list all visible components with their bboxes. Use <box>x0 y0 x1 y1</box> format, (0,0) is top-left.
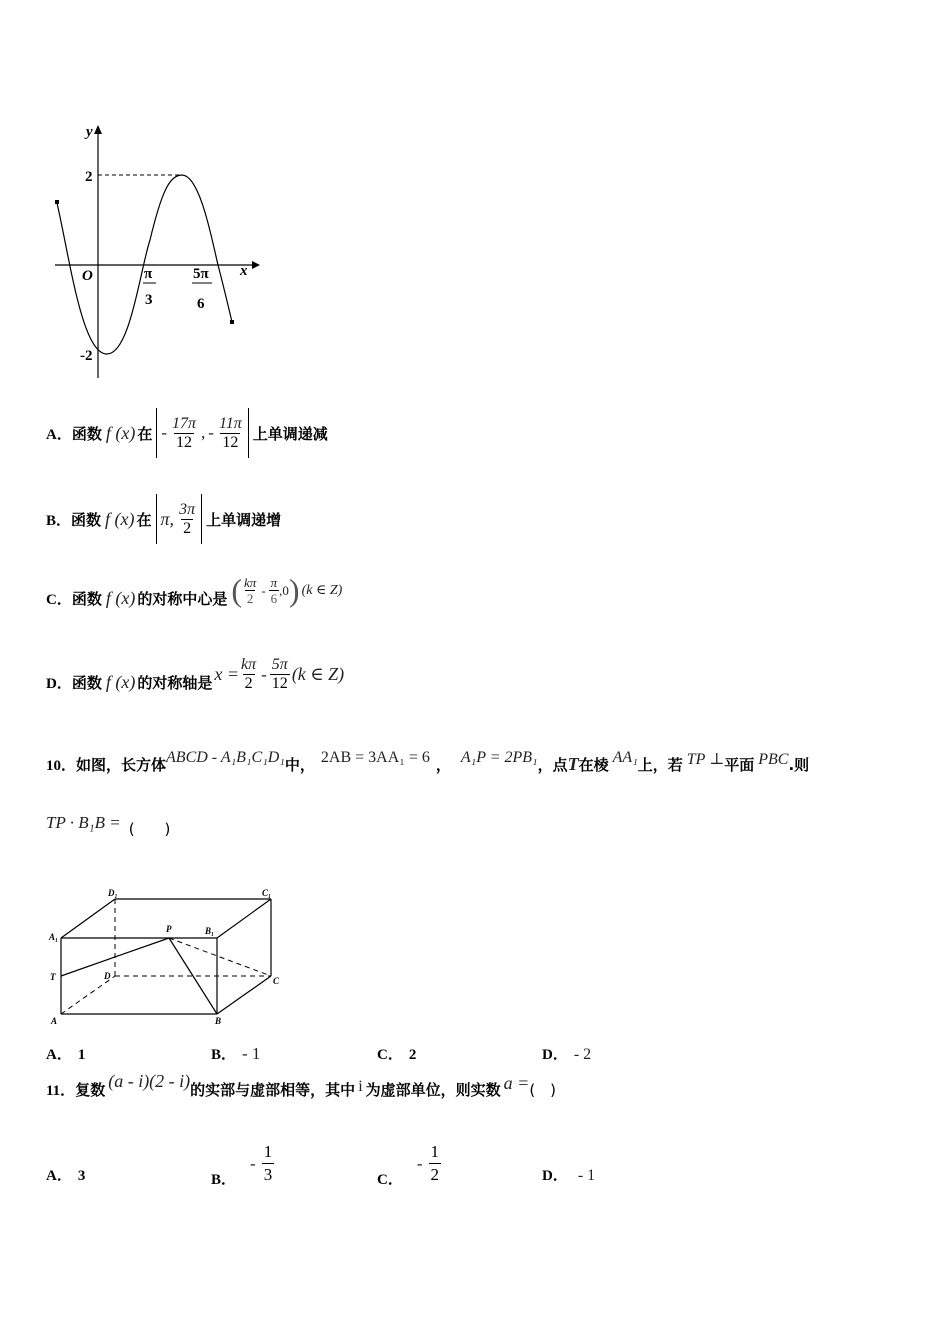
q10-t1: 如图，长方体 <box>76 756 167 774</box>
label-C: C <box>273 976 280 986</box>
label-D: D <box>104 971 111 981</box>
q9-A-sep: , <box>201 423 206 442</box>
label-A1: A₁ <box>49 932 59 942</box>
q9-D-d1: 2 <box>244 675 253 692</box>
curve-endpoint-right <box>230 320 234 324</box>
q9-A-d1: 12 <box>176 433 193 451</box>
q9-B-post: 上单调递增 <box>206 510 282 529</box>
x-tick1-denominator: 3 <box>145 292 153 308</box>
q9-B-mid: 在 <box>136 510 152 529</box>
y-axis-label: y <box>86 124 93 140</box>
q9-A-pre: 函数 <box>71 424 102 443</box>
q9-A-d2: 12 <box>222 433 239 451</box>
x-axis-label: x <box>240 263 248 279</box>
q11-t3: 为虚部单位，则实数 <box>365 1081 501 1099</box>
q10-option-a <box>46 1043 85 1064</box>
q9-A-fx: f (x) <box>105 422 136 443</box>
q10-options <box>46 1043 646 1065</box>
q11-options-D-value: - 1 <box>577 1167 596 1184</box>
q10-t2: 中， <box>284 756 315 774</box>
q10-t7: 平面 <box>724 756 755 774</box>
q9-A-interval-neg1: - <box>161 423 168 442</box>
q10-number: 10． <box>46 758 77 774</box>
q11-options-B-letter: B． <box>211 1172 237 1188</box>
label-D1: D₁ <box>108 888 118 898</box>
q9-D-n2: 5π <box>271 656 288 673</box>
q11-number: 11． <box>46 1083 76 1099</box>
q9-D-letter: D． <box>46 676 72 692</box>
function-graph <box>40 120 270 385</box>
q11-options-D-letter: D． <box>542 1168 568 1184</box>
q9-option-b <box>46 494 281 544</box>
q10-m2: 2AB = 3AA₁ = 6 <box>320 749 430 766</box>
q11-options-B-d: 3 <box>263 1165 273 1184</box>
q9-D-minus: - <box>261 664 267 684</box>
q10-t4: ，点 <box>537 756 568 774</box>
q10-options-1-letter: B． <box>211 1047 237 1063</box>
q9-B-d: 2 <box>183 519 192 537</box>
q9-B-n: 3π <box>179 500 196 518</box>
q11-m1: (a - i)(2 - i) <box>108 1071 191 1091</box>
q10-m7: TP · B₁B = <box>46 813 121 832</box>
label-A: A <box>51 1016 58 1026</box>
q9-C-tail: ,0 <box>279 582 289 598</box>
q10-t6: 上，若 <box>637 756 683 774</box>
q9-C-cond: (k ∈ Z) <box>301 583 343 598</box>
q9-C-pre: 函数 <box>71 590 102 608</box>
q10-option-c <box>377 1043 416 1064</box>
q9-D-n1: kπ <box>241 656 257 673</box>
origin-label: O <box>82 268 93 284</box>
q11-options-C-sign: - <box>416 1153 423 1173</box>
q9-A-interval-neg2: - <box>208 423 214 442</box>
q9-C-mid: 的对称中心是 <box>137 590 228 608</box>
q9-option-a <box>46 408 328 458</box>
q9-C-n1: kπ <box>244 575 257 590</box>
q9-A-n1: 17π <box>172 414 197 432</box>
q11-options-C-letter: C． <box>377 1172 403 1188</box>
q11-stem <box>46 1071 557 1100</box>
q11-option-d <box>542 1164 595 1185</box>
curve-endpoint-left <box>55 200 59 204</box>
q11-t2: 的实部与虚部相等，其中 <box>190 1081 356 1099</box>
q9-B-fx: f (x) <box>105 508 135 529</box>
q11-m2: a = <box>503 1073 530 1093</box>
q11-paren: ( ) <box>529 1081 557 1099</box>
q11-options-A-letter: A． <box>46 1168 72 1184</box>
q9-C-minus: - <box>261 582 266 598</box>
x-axis-arrow <box>252 261 260 269</box>
q11-options-B-n: 1 <box>263 1142 273 1161</box>
q9-option-c: C． 函数 f (x) 的对称中心是 ( $\frac{k\pi}{2}$ - $\frac{\pi}{6}$ ,0 ) (k ∈ Z) <box>46 572 343 608</box>
cuboid-figure <box>44 884 294 1026</box>
q11-options-A-value: 3 <box>77 1168 86 1184</box>
label-B1: B₁ <box>205 926 215 936</box>
q10-t5: 在棱 <box>578 756 609 774</box>
q10-expression <box>46 813 171 839</box>
q9-C-d1: 2 <box>246 591 254 606</box>
q9-A-n2: 11π <box>218 414 242 432</box>
x-tick2-denominator: 6 <box>197 296 205 312</box>
q10-options-3-value: - 2 <box>573 1046 592 1063</box>
q9-D-xeq: x = <box>214 664 239 684</box>
x-tick2-numerator: 5π <box>193 266 209 282</box>
label-T: T <box>50 972 56 982</box>
q11-options-B-sign: - <box>250 1153 256 1173</box>
q10-m6: PBC <box>758 751 789 768</box>
q10-m4: AA₁ <box>612 749 638 766</box>
q9-A-mid: 在 <box>137 424 153 443</box>
q9-D-mid: 的对称轴是 <box>137 674 213 692</box>
q11-options-C-d: 2 <box>430 1165 440 1184</box>
q11-t1: 复数 <box>75 1081 106 1099</box>
q9-option-d <box>46 656 345 701</box>
q9-C-n2: π <box>270 575 278 590</box>
label-C1: C₁ <box>262 888 272 898</box>
q10-m5: TP ⊥ <box>686 751 725 768</box>
q10-options-0-letter: A． <box>46 1047 72 1063</box>
q10-option-b <box>211 1043 260 1064</box>
q11-options-C-n: 1 <box>430 1142 440 1161</box>
q10-m1: ABCD - A₁B₁C₁D₁ <box>166 749 285 766</box>
q9-B-pre: 函数 <box>71 510 102 529</box>
q10-t8: .则 <box>788 756 810 774</box>
q9-A-letter: A． <box>46 426 72 443</box>
q10-t3: ， <box>435 756 451 774</box>
q9-B-pi: π, <box>160 508 175 529</box>
q10-option-d <box>542 1043 591 1064</box>
q9-C-d2: 6 <box>270 591 278 606</box>
label-P: P <box>166 924 172 934</box>
q11-option-c <box>377 1138 441 1189</box>
q10-options-1-value: - 1 <box>242 1044 261 1063</box>
y-min-label: -2 <box>80 348 93 364</box>
q9-D-fx: f (x) <box>105 672 136 692</box>
q9-C-letter: C． <box>46 592 72 608</box>
q9-C-fx: f (x) <box>105 588 136 608</box>
q9-B-letter: B． <box>46 512 72 529</box>
y-max-label: 2 <box>85 169 93 185</box>
q10-options-0-value: 1 <box>77 1047 86 1063</box>
q10-stem <box>46 749 926 775</box>
q9-D-cond: (k ∈ Z) <box>291 664 345 684</box>
q10-options-3-letter: D． <box>542 1047 568 1063</box>
q11-i: i <box>358 1078 363 1095</box>
q10-options-2-value: 2 <box>408 1047 417 1063</box>
q10-T: T <box>567 754 579 774</box>
q10-m3: A₁P = 2PB₁ <box>460 749 538 766</box>
q10-paren: ( ) <box>128 820 171 838</box>
q9-A-post: 上单调递减 <box>252 424 328 443</box>
q11-option-a <box>46 1164 85 1185</box>
y-axis-arrow <box>94 125 102 134</box>
label-B: B <box>215 1016 222 1026</box>
x-tick1-numerator: π <box>144 266 153 282</box>
q9-D-d2: 12 <box>271 675 288 692</box>
q11-options <box>46 1136 646 1186</box>
q11-option-b <box>211 1138 274 1189</box>
q10-options-2-letter: C． <box>377 1047 403 1063</box>
q9-D-pre: 函数 <box>71 674 102 692</box>
